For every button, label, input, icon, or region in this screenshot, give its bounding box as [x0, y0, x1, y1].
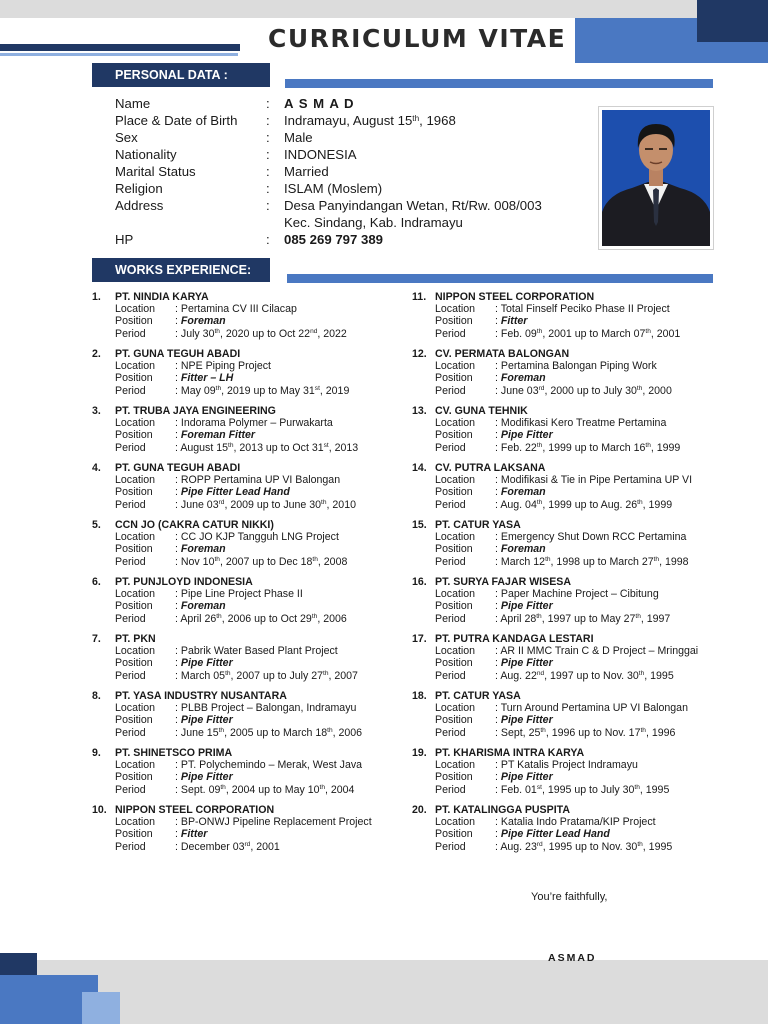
personal-colon: : [266, 232, 270, 247]
job-location-label: Location [435, 588, 476, 601]
job-number: 16. [412, 576, 427, 588]
job-position-value: : Foreman [175, 315, 226, 328]
job-entry [92, 633, 432, 690]
job-entry [412, 690, 752, 747]
job-position-label: Position [115, 543, 153, 556]
job-location-value: : Paper Machine Project – Cibitung [495, 588, 659, 601]
job-location-value: : AR II MMC Train C & D Project – Mringgai [495, 645, 699, 658]
job-number: 9. [92, 747, 101, 759]
job-location-text: Paper Machine Project – Cibitung [500, 588, 659, 601]
job-period-label: Period [435, 726, 466, 739]
superscript: st [536, 783, 542, 791]
job-location-label: Location [115, 531, 156, 544]
job-position-label: Position [115, 600, 153, 613]
job-location-text: Katalia Indo Pratama/KIP Project [500, 816, 656, 829]
job-company: NIPPON STEEL CORPORATION [435, 291, 595, 303]
personal-colon: : [266, 113, 270, 128]
personal-colon: : [266, 147, 270, 162]
job-position-text: Foreman [500, 372, 546, 385]
job-position-text: Foreman [500, 543, 546, 556]
job-location-label: Location [115, 360, 156, 373]
job-location-value: : Modifikasi & Tie in Pipe Pertamina UP VI [495, 474, 693, 487]
job-period-value: : August 15th, 2013 up to Oct 31st, 2013 [175, 441, 359, 454]
superscript: rd [244, 840, 251, 848]
top-right-navy-block [697, 0, 768, 42]
job-period-label: Period [435, 498, 466, 511]
job-period-label: Period [115, 498, 146, 511]
job-location-label: Location [435, 303, 476, 316]
job-position-label: Position [435, 315, 473, 328]
job-position-label: Position [435, 372, 473, 385]
personal-colon: : [266, 96, 270, 111]
job-location-label: Location [435, 645, 476, 658]
job-position-label: Position [115, 657, 153, 670]
job-period-label: Period [435, 840, 466, 853]
superscript: th [216, 612, 222, 620]
job-period-label: Period [115, 669, 146, 682]
job-position-value: : Pipe Fitter [495, 771, 553, 784]
job-entry [412, 462, 752, 519]
job-period-value: : Sept, 25th, 1996 up to Nov. 17th, 1996 [495, 726, 676, 739]
personal-label: Marital Status [115, 164, 196, 179]
superscript: th [215, 384, 222, 392]
job-location-value: : Katalia Indo Pratama/KIP Project [495, 816, 656, 829]
job-position-value: : Foreman [495, 372, 546, 385]
job-entry [412, 519, 752, 576]
job-number: 5. [92, 519, 101, 531]
bottom-left-light-block [82, 992, 120, 1024]
superscript: rd [536, 840, 543, 848]
job-position-text: Pipe Fitter [500, 657, 553, 670]
job-position-value: : Pipe Fitter [175, 714, 233, 727]
job-number: 7. [92, 633, 101, 645]
job-period-label: Period [435, 555, 466, 568]
superscript: th [634, 783, 640, 791]
job-company: PT. TRUBA JAYA ENGINEERING [115, 405, 276, 417]
job-period-value: : Aug. 22nd, 1997 up to Nov. 30th, 1995 [495, 669, 674, 682]
job-number: 8. [92, 690, 101, 702]
job-position-label: Position [115, 372, 153, 385]
job-period-value: : December 03rd, 2001 [175, 840, 280, 853]
superscript: th [312, 555, 318, 563]
job-location-text: CC JO KJP Tangguh LNG Project [180, 531, 339, 544]
personal-value: ISLAM (Moslem) [284, 181, 383, 196]
job-position-label: Position [435, 429, 473, 442]
job-position-text: Pipe Fitter [500, 771, 553, 784]
job-company: PT. KATALINGGA PUSPITA [435, 804, 570, 816]
job-position-text: Pipe Fitter [500, 429, 553, 442]
job-period-label: Period [115, 840, 146, 853]
job-location-value: : NPE Piping Project [175, 360, 271, 373]
job-position-value: : Pipe Fitter Lead Hand [495, 828, 610, 841]
job-location-text: Emergency Shut Down RCC Pertamina [500, 531, 687, 544]
job-entry [412, 804, 752, 861]
job-location-value: : Emergency Shut Down RCC Pertamina [495, 531, 687, 544]
job-position-label: Position [435, 486, 473, 499]
job-position-value: : Foreman [495, 543, 546, 556]
job-position-text: Pipe Fitter [500, 600, 553, 613]
job-position-value: : Pipe Fitter [175, 771, 233, 784]
personal-label: Address [115, 198, 164, 213]
job-entry [412, 291, 752, 348]
job-location-value: : Pabrik Water Based Plant Project [175, 645, 338, 658]
personal-label: Sex [115, 130, 138, 145]
job-period-value: : Aug. 04th, 1999 up to Aug. 26th, 1999 [495, 498, 673, 511]
job-position-label: Position [435, 657, 473, 670]
superscript: st [314, 384, 320, 392]
job-position-label: Position [435, 543, 473, 556]
job-location-label: Location [115, 303, 156, 316]
job-location-text: ROPP Pertamina UP VI Balongan [180, 474, 341, 487]
job-location-value: : Indorama Polymer – Purwakarta [175, 417, 333, 430]
job-position-label: Position [435, 828, 473, 841]
job-location-text: Modifikasi & Tie in Pipe Pertamina UP VI [500, 474, 693, 487]
job-position-label: Position [115, 714, 153, 727]
job-entry [92, 348, 432, 405]
job-location-text: AR II MMC Train C & D Project – Mringgai [500, 645, 699, 658]
job-location-text: Pabrik Water Based Plant Project [180, 645, 338, 658]
superscript: th [645, 441, 651, 449]
personal-data-rule [285, 79, 713, 88]
job-period-value: : May 09th, 2019 up to May 31st, 2019 [175, 384, 350, 397]
job-period-label: Period [435, 327, 466, 340]
superscript: rd [538, 384, 545, 392]
job-number: 2. [92, 348, 101, 360]
job-number: 19. [412, 747, 427, 759]
job-location-label: Location [115, 702, 156, 715]
job-entry [92, 405, 432, 462]
job-position-value: : Fitter [175, 828, 208, 841]
job-location-label: Location [435, 360, 476, 373]
job-period-label: Period [115, 555, 146, 568]
job-position-text: Foreman [180, 315, 226, 328]
job-company: PT. PKN [115, 633, 156, 645]
personal-value: Kec. Sindang, Kab. Indramayu [284, 215, 463, 230]
job-period-label: Period [435, 384, 466, 397]
job-period-value: : March 05th, 2007 up to July 27th, 2007 [175, 669, 358, 682]
job-position-text: Pipe Fitter Lead Hand [180, 486, 290, 499]
job-location-value: : Pertamina CV III Cilacap [175, 303, 297, 316]
works-experience-header: WORKS EXPERIENCE: [92, 258, 270, 282]
job-location-label: Location [115, 588, 156, 601]
job-entry [92, 576, 432, 633]
job-position-label: Position [115, 486, 153, 499]
job-location-value: : PT Katalis Project Indramayu [495, 759, 638, 772]
job-company: PT. SURYA FAJAR WISESA [435, 576, 571, 588]
job-company: PT. PUNJLOYD INDONESIA [115, 576, 253, 588]
job-number: 14. [412, 462, 427, 474]
job-location-label: Location [435, 759, 476, 772]
superscript: th [536, 612, 542, 620]
job-number: 18. [412, 690, 427, 702]
top-texture [0, 0, 768, 18]
personal-value: Male [284, 130, 313, 145]
personal-value: A S M A D [284, 96, 355, 111]
job-number: 12. [412, 348, 427, 360]
job-position-text: Foreman [500, 486, 546, 499]
superscript: th [536, 441, 543, 449]
superscript: th [540, 726, 546, 734]
job-number: 10. [92, 804, 107, 816]
job-location-value: : ROPP Pertamina UP VI Balongan [175, 474, 341, 487]
job-company: PT. GUNA TEGUH ABADI [115, 462, 241, 474]
superscript: th [323, 669, 329, 677]
job-location-text: Turn Around Pertamina UP VI Balongan [500, 702, 688, 715]
job-period-label: Period [115, 726, 146, 739]
job-entry [412, 348, 752, 405]
job-entry [412, 747, 752, 804]
job-location-label: Location [115, 759, 156, 772]
job-location-text: Pipe Line Project Phase II [180, 588, 303, 601]
job-location-value: : Pipe Line Project Phase II [175, 588, 303, 601]
job-entry [92, 804, 432, 861]
job-location-text: PT Katalis Project Indramayu [500, 759, 638, 772]
page-title: CURRICULUM VITAE [268, 24, 567, 53]
job-location-value: : Total Finself Peciko Phase II Project [495, 303, 670, 316]
job-location-text: Pertamina Balongan Piping Work [500, 360, 657, 373]
personal-label: HP [115, 232, 134, 247]
job-number: 13. [412, 405, 427, 417]
job-company: CCN JO (CAKRA CATUR NIKKI) [115, 519, 274, 531]
job-position-text: Pipe Fitter [500, 714, 553, 727]
personal-value: INDONESIA [284, 147, 357, 162]
job-location-text: Pertamina CV III Cilacap [180, 303, 297, 316]
superscript: th [327, 726, 333, 734]
job-period-value: : Feb. 01st, 1995 up to July 30th, 1995 [495, 783, 670, 796]
job-position-text: Foreman Fitter [180, 429, 256, 442]
job-position-value: : Pipe Fitter [495, 429, 553, 442]
personal-label: Place & Date of Birth [115, 113, 238, 128]
job-company: PT. CATUR YASA [435, 690, 521, 702]
job-entry [92, 462, 432, 519]
job-position-value: : Pipe Fitter [495, 600, 553, 613]
signer-name: ASMAD [548, 952, 597, 964]
job-company: CV. PERMATA BALONGAN [435, 348, 570, 360]
superscript: th [637, 498, 643, 506]
job-period-value: : Feb. 22th, 1999 up to March 16th, 1999 [495, 441, 681, 454]
job-location-label: Location [435, 816, 476, 829]
job-period-value: : June 03rd, 2000 up to July 30th, 2000 [495, 384, 672, 397]
job-company: PT. YASA INDUSTRY NUSANTARA [115, 690, 287, 702]
job-period-value: : June 15th, 2005 up to March 18th, 2006 [175, 726, 363, 739]
superscript: th [653, 555, 660, 563]
job-position-text: Fitter – LH [180, 372, 234, 385]
job-company: PT. SHINETSCO PRIMA [115, 747, 233, 759]
superscript: th [536, 498, 543, 506]
job-position-text: Foreman [180, 600, 226, 613]
job-location-value: : PT. Polychemindo – Merak, West Java [175, 759, 363, 772]
superscript: th [636, 384, 643, 392]
job-location-value: : PLBB Project – Balongan, Indramayu [175, 702, 357, 715]
superscript: th [638, 669, 645, 677]
job-position-label: Position [115, 429, 153, 442]
superscript: th [311, 612, 318, 620]
personal-value: Married [284, 164, 329, 179]
superscript: th [536, 327, 543, 335]
job-period-value: : April 26th, 2006 up to Oct 29th, 2006 [175, 612, 347, 625]
superscript: st [323, 441, 329, 449]
job-number: 1. [92, 291, 101, 303]
job-position-text: Fitter [180, 828, 208, 841]
superscript: th [218, 726, 225, 734]
job-company: PT. KHARISMA INTRA KARYA [435, 747, 585, 759]
job-period-label: Period [435, 441, 466, 454]
job-number: 6. [92, 576, 101, 588]
job-location-label: Location [115, 645, 156, 658]
job-company: PT. CATUR YASA [435, 519, 521, 531]
job-position-text: Fitter [500, 315, 528, 328]
job-location-text: Total Finself Peciko Phase II Project [500, 303, 670, 316]
job-period-value: : Feb. 09th, 2001 up to March 07th, 2001 [495, 327, 681, 340]
superscript: th [225, 669, 231, 677]
personal-data-header: PERSONAL DATA : [92, 63, 270, 87]
superscript: th [412, 113, 420, 123]
superscript: th [228, 441, 234, 449]
job-company: PT. GUNA TEGUH ABADI [115, 348, 241, 360]
job-position-label: Position [435, 714, 473, 727]
job-period-label: Period [115, 783, 146, 796]
job-location-label: Location [115, 417, 156, 430]
job-number: 3. [92, 405, 101, 417]
superscript: nd [536, 669, 545, 677]
job-period-value: : March 12th, 1998 up to March 27th, 1998 [495, 555, 689, 568]
job-number: 20. [412, 804, 427, 816]
job-company: PT. PUTRA KANDAGA LESTARI [435, 633, 594, 645]
superscript: th [220, 783, 226, 791]
top-left-blue-line [0, 53, 238, 56]
job-period-label: Period [115, 384, 146, 397]
profile-photo [599, 107, 713, 249]
job-location-text: PT. Polychemindo – Merak, West Java [180, 759, 363, 772]
job-position-value: : Pipe Fitter Lead Hand [175, 486, 290, 499]
job-position-label: Position [435, 771, 473, 784]
job-location-text: BP-ONWJ Pipeline Replacement Project [180, 816, 372, 829]
job-location-label: Location [435, 474, 476, 487]
job-position-label: Position [115, 315, 153, 328]
superscript: th [545, 555, 551, 563]
personal-colon: : [266, 164, 270, 179]
top-left-navy-bar [0, 44, 240, 51]
superscript: th [645, 327, 651, 335]
personal-value: Indramayu, August 15th, 1968 [284, 113, 456, 128]
job-period-value: : June 03rd, 2009 up to June 30th, 2010 [175, 498, 356, 511]
job-location-label: Location [435, 531, 476, 544]
job-number: 4. [92, 462, 101, 474]
job-position-value: : Foreman [495, 486, 546, 499]
job-location-label: Location [435, 417, 476, 430]
job-period-label: Period [115, 612, 146, 625]
superscript: th [319, 783, 325, 791]
job-entry [92, 519, 432, 576]
job-location-text: Indorama Polymer – Purwakarta [180, 417, 333, 430]
job-location-value: : Turn Around Pertamina UP VI Balongan [495, 702, 688, 715]
personal-label: Name [115, 96, 151, 111]
job-period-value: : Aug. 23rd, 1995 up to Nov. 30th, 1995 [495, 840, 673, 853]
personal-colon: : [266, 198, 270, 213]
job-location-text: PLBB Project – Balongan, Indramayu [180, 702, 357, 715]
job-period-label: Period [115, 327, 146, 340]
job-position-value: : Pipe Fitter [175, 657, 233, 670]
job-location-label: Location [115, 816, 156, 829]
job-number: 17. [412, 633, 427, 645]
job-period-label: Period [435, 783, 466, 796]
job-position-text: Pipe Fitter [180, 657, 233, 670]
job-location-value: : Pertamina Balongan Piping Work [495, 360, 657, 373]
job-company: CV. PUTRA LAKSANA [435, 462, 546, 474]
personal-label: Nationality [115, 147, 177, 162]
job-position-value: : Fitter – LH [175, 372, 234, 385]
job-location-value: : BP-ONWJ Pipeline Replacement Project [175, 816, 372, 829]
job-position-label: Position [115, 828, 153, 841]
personal-value: Desa Panyindangan Wetan, Rt/Rw. 008/003 [284, 198, 542, 213]
job-location-text: Modifikasi Kero Treatme Pertamina [500, 417, 667, 430]
job-entry [412, 576, 752, 633]
job-position-value: : Pipe Fitter [495, 714, 553, 727]
job-position-value: : Pipe Fitter [495, 657, 553, 670]
job-number: 15. [412, 519, 427, 531]
job-company: CV. GUNA TEHNIK [435, 405, 528, 417]
superscript: th [214, 555, 220, 563]
superscript: th [637, 840, 643, 848]
closing-text: You’re faithfully, [531, 891, 608, 903]
job-location-text: NPE Piping Project [180, 360, 271, 373]
job-period-value: : July 30th, 2020 up to Oct 22nd, 2022 [175, 327, 347, 340]
job-position-text: Pipe Fitter [180, 771, 233, 784]
job-position-text: Pipe Fitter Lead Hand [500, 828, 610, 841]
job-company: NIPPON STEEL CORPORATION [115, 804, 275, 816]
personal-label: Religion [115, 181, 163, 196]
job-position-value: : Foreman Fitter [175, 429, 256, 442]
job-position-text: Pipe Fitter [180, 714, 233, 727]
job-company: PT. NINDIA KARYA [115, 291, 209, 303]
superscript: nd [310, 327, 318, 335]
job-location-label: Location [115, 474, 156, 487]
job-entry [92, 690, 432, 747]
job-position-label: Position [435, 600, 473, 613]
job-entry [92, 747, 432, 804]
job-entry [412, 633, 752, 690]
job-entry [412, 405, 752, 462]
job-number: 11. [412, 291, 427, 303]
job-entry [92, 291, 432, 348]
superscript: rd [218, 498, 225, 506]
job-period-value: : April 28th, 1997 up to May 27th, 1997 [495, 612, 671, 625]
job-location-value: : Modifikasi Kero Treatme Pertamina [495, 417, 667, 430]
job-period-label: Period [115, 441, 146, 454]
job-period-label: Period [435, 612, 466, 625]
works-experience-rule [287, 274, 713, 283]
job-position-value: : Fitter [495, 315, 528, 328]
job-period-label: Period [435, 669, 466, 682]
job-position-value: : Foreman [175, 543, 226, 556]
personal-colon: : [266, 181, 270, 196]
job-period-value: : Sept. 09th, 2004 up to May 10th, 2004 [175, 783, 355, 796]
job-location-value: : CC JO KJP Tangguh LNG Project [175, 531, 339, 544]
job-position-text: Foreman [180, 543, 226, 556]
superscript: th [321, 498, 327, 506]
job-period-value: : Nov 10th, 2007 up to Dec 18th, 2008 [175, 555, 348, 568]
job-position-label: Position [115, 771, 153, 784]
personal-value: 085 269 797 389 [284, 232, 384, 247]
superscript: th [640, 726, 646, 734]
personal-colon: : [266, 130, 270, 145]
person-portrait-icon [602, 110, 710, 246]
superscript: th [635, 612, 641, 620]
superscript: th [214, 327, 220, 335]
job-position-value: : Foreman [175, 600, 226, 613]
job-location-label: Location [435, 702, 476, 715]
